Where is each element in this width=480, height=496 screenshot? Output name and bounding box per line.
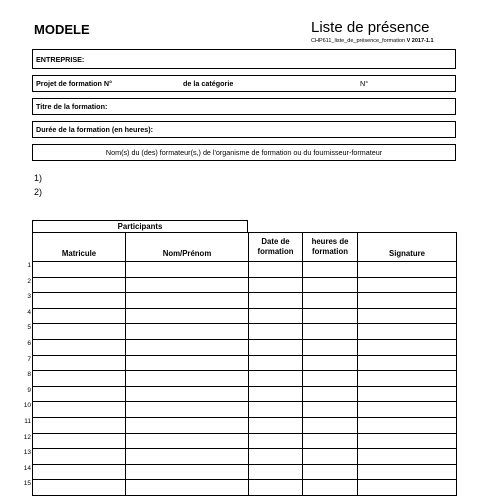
cell-heures[interactable] xyxy=(303,355,358,371)
trainer-item-2: 2) xyxy=(34,187,43,197)
cell-matricule[interactable] xyxy=(33,417,126,433)
cell-nom-prenom[interactable] xyxy=(126,449,249,465)
table-row xyxy=(33,480,457,496)
table-row xyxy=(33,308,457,324)
cell-heures[interactable] xyxy=(303,339,358,355)
cell-matricule[interactable] xyxy=(33,480,126,496)
table-row xyxy=(33,402,457,418)
cell-signature[interactable] xyxy=(358,417,457,433)
col-date-formation: Date de formation xyxy=(249,233,303,262)
cell-signature[interactable] xyxy=(358,464,457,480)
cell-matricule[interactable] xyxy=(33,464,126,480)
cell-signature[interactable] xyxy=(358,371,457,387)
categorie-label: de la catégorie xyxy=(183,79,234,88)
col-matricule: Matricule xyxy=(33,233,126,262)
cell-signature[interactable] xyxy=(358,293,457,309)
cell-nom-prenom[interactable] xyxy=(126,324,249,340)
cell-heures[interactable] xyxy=(303,371,358,387)
table-row xyxy=(33,339,457,355)
table-row xyxy=(33,324,457,340)
page-title: Liste de présence xyxy=(311,19,430,36)
row-number: 1 xyxy=(27,262,31,269)
cell-heures[interactable] xyxy=(303,308,358,324)
cell-matricule[interactable] xyxy=(33,293,126,309)
trainer-item-1: 1) xyxy=(34,173,43,183)
table-row xyxy=(33,417,457,433)
cell-signature[interactable] xyxy=(358,339,457,355)
cell-heures[interactable] xyxy=(303,464,358,480)
modele-label: MODELE xyxy=(34,22,90,37)
cell-nom-prenom[interactable] xyxy=(126,417,249,433)
cell-signature[interactable] xyxy=(358,324,457,340)
cell-signature[interactable] xyxy=(358,262,457,278)
cell-signature[interactable] xyxy=(358,480,457,496)
table-row xyxy=(33,371,457,387)
cell-date[interactable] xyxy=(249,277,303,293)
row-number: 3 xyxy=(27,293,31,301)
cell-heures[interactable] xyxy=(303,293,358,309)
cell-matricule[interactable] xyxy=(33,371,126,387)
cell-matricule[interactable] xyxy=(33,308,126,324)
cell-nom-prenom[interactable] xyxy=(126,371,249,387)
cell-nom-prenom[interactable] xyxy=(126,433,249,449)
table-header-row xyxy=(33,233,457,262)
document-reference xyxy=(311,38,434,44)
duree-label: Durée de la formation (en heures): xyxy=(36,125,154,134)
formateurs-field[interactable] xyxy=(32,144,456,161)
cell-nom-prenom[interactable] xyxy=(126,480,249,496)
cell-matricule[interactable] xyxy=(33,433,126,449)
entreprise-field[interactable] xyxy=(32,49,456,69)
row-number: 13 xyxy=(23,449,31,457)
cell-matricule[interactable] xyxy=(33,402,126,418)
cell-date[interactable] xyxy=(249,355,303,371)
cell-matricule[interactable] xyxy=(33,355,126,371)
row-number: 8 xyxy=(27,371,31,379)
table-row xyxy=(33,355,457,371)
table-row xyxy=(33,262,457,278)
cell-signature[interactable] xyxy=(358,449,457,465)
cell-heures[interactable] xyxy=(303,417,358,433)
cell-heures[interactable] xyxy=(303,324,358,340)
cell-date[interactable] xyxy=(249,464,303,480)
table-row xyxy=(33,433,457,449)
doc-ref-code: CHP611_liste_de_présence_formation xyxy=(311,38,406,44)
cell-nom-prenom[interactable] xyxy=(126,339,249,355)
row-number: 6 xyxy=(27,339,31,347)
attendance-table xyxy=(32,232,457,496)
cell-signature[interactable] xyxy=(358,355,457,371)
cell-heures[interactable] xyxy=(303,449,358,465)
cell-nom-prenom[interactable] xyxy=(126,355,249,371)
cell-date[interactable] xyxy=(249,308,303,324)
cell-nom-prenom[interactable] xyxy=(126,262,249,278)
col-signature: Signature xyxy=(358,233,457,262)
row-number: 9 xyxy=(27,386,31,394)
row-number: 14 xyxy=(23,464,31,472)
row-number: 15 xyxy=(23,480,31,488)
cell-nom-prenom[interactable] xyxy=(126,386,249,402)
row-number: 5 xyxy=(27,324,31,332)
cell-heures[interactable] xyxy=(303,386,358,402)
numero-label: N° xyxy=(360,79,369,88)
table-row xyxy=(33,464,457,480)
cell-signature[interactable] xyxy=(358,402,457,418)
cell-heures[interactable] xyxy=(303,480,358,496)
row-number: 4 xyxy=(27,308,31,316)
cell-date[interactable] xyxy=(249,480,303,496)
row-number: 12 xyxy=(23,433,31,441)
cell-signature[interactable] xyxy=(358,277,457,293)
cell-date[interactable] xyxy=(249,371,303,387)
row-number: 2 xyxy=(27,277,31,285)
titre-label: Titre de la formation: xyxy=(36,102,108,111)
cell-nom-prenom[interactable] xyxy=(126,402,249,418)
duree-field[interactable] xyxy=(32,121,456,138)
cell-signature[interactable] xyxy=(358,433,457,449)
cell-matricule[interactable] xyxy=(33,277,126,293)
participants-header: Participants xyxy=(32,220,248,233)
cell-heures[interactable] xyxy=(303,277,358,293)
table-row xyxy=(33,386,457,402)
row-numbers xyxy=(17,258,31,492)
cell-heures[interactable] xyxy=(303,402,358,418)
cell-matricule[interactable] xyxy=(33,339,126,355)
cell-nom-prenom[interactable] xyxy=(126,464,249,480)
cell-date[interactable] xyxy=(249,293,303,309)
row-number: 11 xyxy=(24,417,31,425)
cell-nom-prenom[interactable] xyxy=(126,308,249,324)
cell-heures[interactable] xyxy=(303,262,358,278)
entreprise-label: ENTREPRISE: xyxy=(36,54,85,64)
row-number: 7 xyxy=(27,355,31,363)
formateurs-label: Nom(s) du (des) formateur(s,) de l'organisme de formation ou du fournisseur-formateur xyxy=(105,148,383,157)
cell-signature[interactable] xyxy=(358,308,457,324)
cell-date[interactable] xyxy=(249,324,303,340)
doc-version: V 2017-1.1 xyxy=(406,38,434,44)
col-nom-prenom: Nom/Prénom xyxy=(126,233,249,262)
cell-matricule[interactable] xyxy=(33,449,126,465)
projet-label: Projet de formation N° xyxy=(36,79,112,88)
row-number: 10 xyxy=(23,402,31,410)
projet-field[interactable] xyxy=(32,75,456,92)
cell-matricule[interactable] xyxy=(33,262,126,278)
table-row xyxy=(33,277,457,293)
col-heures-formation: heures de formation xyxy=(303,233,358,262)
cell-matricule[interactable] xyxy=(33,386,126,402)
cell-date[interactable] xyxy=(249,262,303,278)
cell-heures[interactable] xyxy=(303,433,358,449)
cell-date[interactable] xyxy=(249,433,303,449)
table-row xyxy=(33,449,457,465)
cell-date[interactable] xyxy=(249,417,303,433)
cell-nom-prenom[interactable] xyxy=(126,293,249,309)
titre-field[interactable] xyxy=(32,98,456,115)
cell-nom-prenom[interactable] xyxy=(126,277,249,293)
cell-date[interactable] xyxy=(249,402,303,418)
cell-date[interactable] xyxy=(249,386,303,402)
table-row xyxy=(33,293,457,309)
cell-date[interactable] xyxy=(249,449,303,465)
cell-date[interactable] xyxy=(249,339,303,355)
cell-matricule[interactable] xyxy=(33,324,126,340)
cell-signature[interactable] xyxy=(358,386,457,402)
